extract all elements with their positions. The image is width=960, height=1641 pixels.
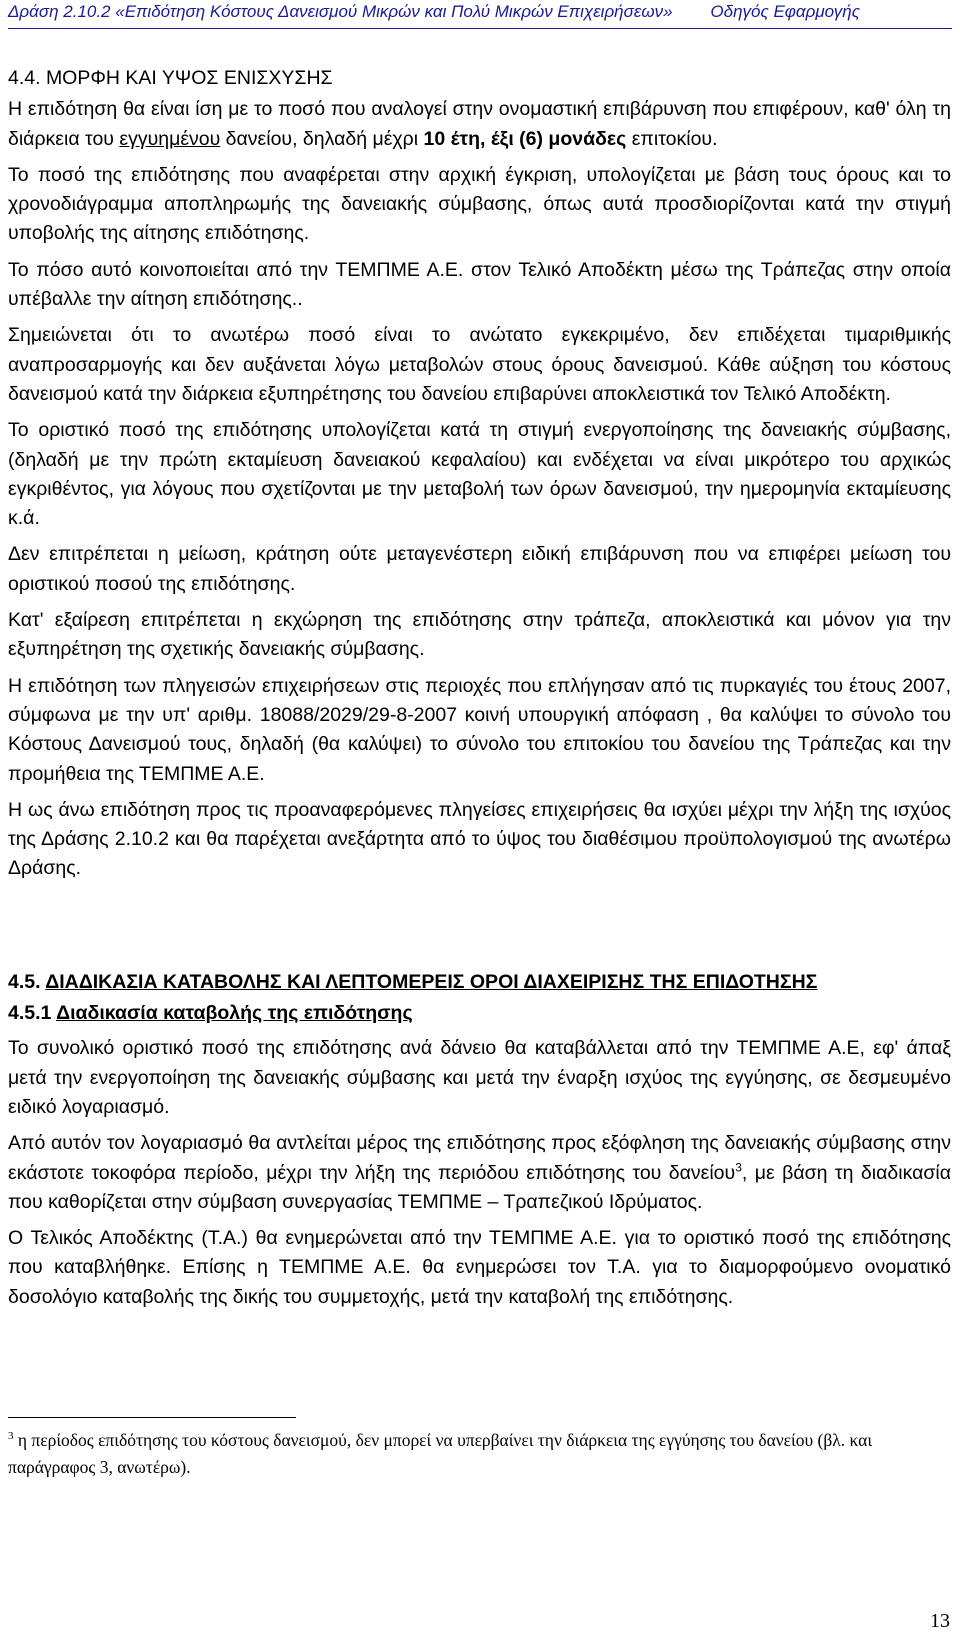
section-heading-4-4: 4.4. ΜΟΡΦΗ ΚΑΙ ΥΨΟΣ ΕΝΙΣΧΥΣΗΣ <box>8 67 333 89</box>
footnote-reference[interactable]: 3 <box>735 1160 742 1174</box>
paragraph: Το πόσο αυτό κοινοποιείται από την ΤΕΜΠΜΕ Α.Ε. στον Τελικό Αποδέκτη μέσω της Τράπεζας στην οποία υπέβαλλε την αίτηση επιδότησης.. <box>8 258 951 311</box>
heading-number: 4.5.1 <box>8 1002 57 1025</box>
paragraph: Το ποσό της επιδότησης που αναφέρεται στην αρχική έγκριση, υπολογίζεται με βάση τους όρους και το χρονοδιάγραμμα αποπληρωμής της δανειακής σύμβασης, όπως αυτά προσδιορίζονται κατά την στιγμή υποβολής της αίτησης επιδότησης. <box>8 163 951 245</box>
footnote-separator <box>8 1417 296 1418</box>
paragraph: Η επιδότηση των πληγεισών επιχειρήσεων στις περιοχές που επλήγησαν από τις πυρκαγιές του έτους 2007, σύμφωνα με την υπ' αριθμ. 18088/2029/29-8-2007 κοινή υπουργική απόφαση , θα καλύψει το σύνολο του Κόστους Δανεισμού τους, δηλαδή (θα καλύψει) το σύνολο του επιτοκίου του δανείου της Τράπεζας και την προμήθεια της ΤΕΜΠΜΕ Α.Ε. <box>8 674 951 785</box>
text-run: δανείου, δηλαδή μέχρι <box>220 127 424 150</box>
page-number: 13 <box>930 1610 950 1632</box>
header-rule <box>8 28 952 29</box>
paragraph: Σημειώνεται ότι το ανωτέρω ποσό είναι το ανώτατο εγκεκριμένο, δεν επιδέχεται τιμαριθμικής αναπροσαρμογής και δεν αυξάνεται λόγω μεταβολών στους όρους δανεισμού. Κάθε αύξηση του κόστους δανεισμού κατά την διάρκεια εξυπηρέτησης του δανείου επιβαρύνει αποκλειστικά τον Τελικό Αποδέκτη. <box>8 324 951 405</box>
paragraph: Κατ' εξαίρεση επιτρέπεται η εκχώρηση της επιδότησης στην τράπεζα, αποκλειστικά και μόνον για την εξυπηρέτηση της σχετικής δανειακής σύμβασης. <box>8 609 951 661</box>
paragraph: Ο Τελικός Αποδέκτης (Τ.Α.) θα ενημερώνεται από την ΤΕΜΠΜΕ Α.Ε. για το οριστικό ποσό της επιδότησης που καταβλήθηκε. Επίσης η ΤΕΜΠΜΕ Α.Ε. θα ενημερώσει τον Τ.Α. για το διαμορφούμενο ονοματικό δοσολόγιο καταβολής της δικής του συμμετοχής, μετά την καταβολή της επιδότησης. <box>8 1227 951 1308</box>
page-body <box>8 64 951 1319</box>
heading-text: Διαδικασία καταβολής της επιδότησης <box>56 1002 413 1025</box>
text-run: , με βάση τη διαδικασία που καθορίζεται στην σύμβαση συνεργασίας ΤΕΜΠΜΕ – Τραπεζικού Ιδρύματος. <box>8 1161 951 1213</box>
paragraph <box>8 95 951 154</box>
text-run: επιτοκίου. <box>626 127 718 150</box>
paragraph <box>8 1129 951 1217</box>
underlined-text: εγγυημένου <box>119 127 221 150</box>
text-run: Η επιδότηση θα είναι ίση με το ποσό που αναλογεί στην ονομαστική επιβάρυνση που επιφέρουν, καθ' όλη τη διάρκεια του <box>8 98 951 150</box>
section-heading-4-5 <box>8 968 951 997</box>
page-header <box>0 0 960 36</box>
paragraph: Το οριστικό ποσό της επιδότησης υπολογίζεται κατά τη στιγμή ενεργοποίησης της δανειακής σύμβασης, (δηλαδή με την πρώτη εκταμίευση δανειακού κεφαλαίου) και ενδέχεται να είναι μικρότερο του αρχικώς εγκριθέντος, για λόγους που σχετίζονται με την μεταβολή των όρων δανεισμού, την ημερομηνία εκταμίευσης κ.ά. <box>8 419 951 530</box>
footnote <box>8 1427 946 1481</box>
paragraph: Δεν επιτρέπεται η μείωση, κράτηση ούτε μεταγενέστερη ειδική επιβάρυνση που να επιφέρει μείωση του οριστικού ποσού της επιδότησης. <box>8 543 951 595</box>
footnote-text: η περίοδος επιδότησης του κόστους δανεισμού, δεν μπορεί να υπερβαίνει την διάρκεια της εγγύησης του δανείου (βλ. και παράγραφος 3, ανωτέρω). <box>8 1430 873 1477</box>
subsection-heading-4-5-1 <box>8 999 951 1028</box>
header-document-title: Δράση 2.10.2 «Επιδότηση Κόστους Δανεισμού Μικρών και Πολύ Μικρών Επιχειρήσεων» <box>8 2 673 21</box>
footnote-number: 3 <box>8 1430 14 1443</box>
paragraph: Η ως άνω επιδότηση προς τις προαναφερόμενες πληγείσες επιχειρήσεις θα ισχύει μέχρι την λήξη της ισχύος της Δράσης 2.10.2 και θα παρέχεται ανεξάρτητα από το ύψος του διαθέσιμου προϋπολογισμού της ανωτέρω Δράσης. <box>8 798 951 880</box>
header-guide-label: Οδηγός Εφαρμογής <box>710 2 860 21</box>
bold-text: 10 έτη, έξι (6) μονάδες <box>423 127 627 150</box>
text-run: Από αυτόν τον λογαριασμό θα αντλείται μέρος της επιδότησης προς εξόφληση της δανειακής σύμβασης στην εκάστοτε τοκοφόρα περίοδο, μέχρι την λήξη της περιόδου επιδότησης του δανείου <box>8 1132 951 1184</box>
heading-number: 4.5. <box>8 970 46 993</box>
heading-text: ΔΙΑΔΙΚΑΣΙΑ ΚΑΤΑΒΟΛΗΣ ΚΑΙ ΛΕΠΤΟΜΕΡΕΙΣ ΟΡΟΙ ΔΙΑΧΕΙΡΙΣΗΣ ΤΗΣ ΕΠΙΔΟΤΗΣΗΣ <box>45 970 818 993</box>
paragraph: Το συνολικό οριστικό ποσό της επιδότησης ανά δάνειο θα καταβάλλεται από την ΤΕΜΠΜΕ Α.Ε, εφ' άπαξ μετά την ενεργοποίηση της δανειακής σύμβασης και μετά την έναρξη ισχύος της εγγύησης, σε δεσμευμένο ειδικό λογαριασμό. <box>8 1037 951 1118</box>
